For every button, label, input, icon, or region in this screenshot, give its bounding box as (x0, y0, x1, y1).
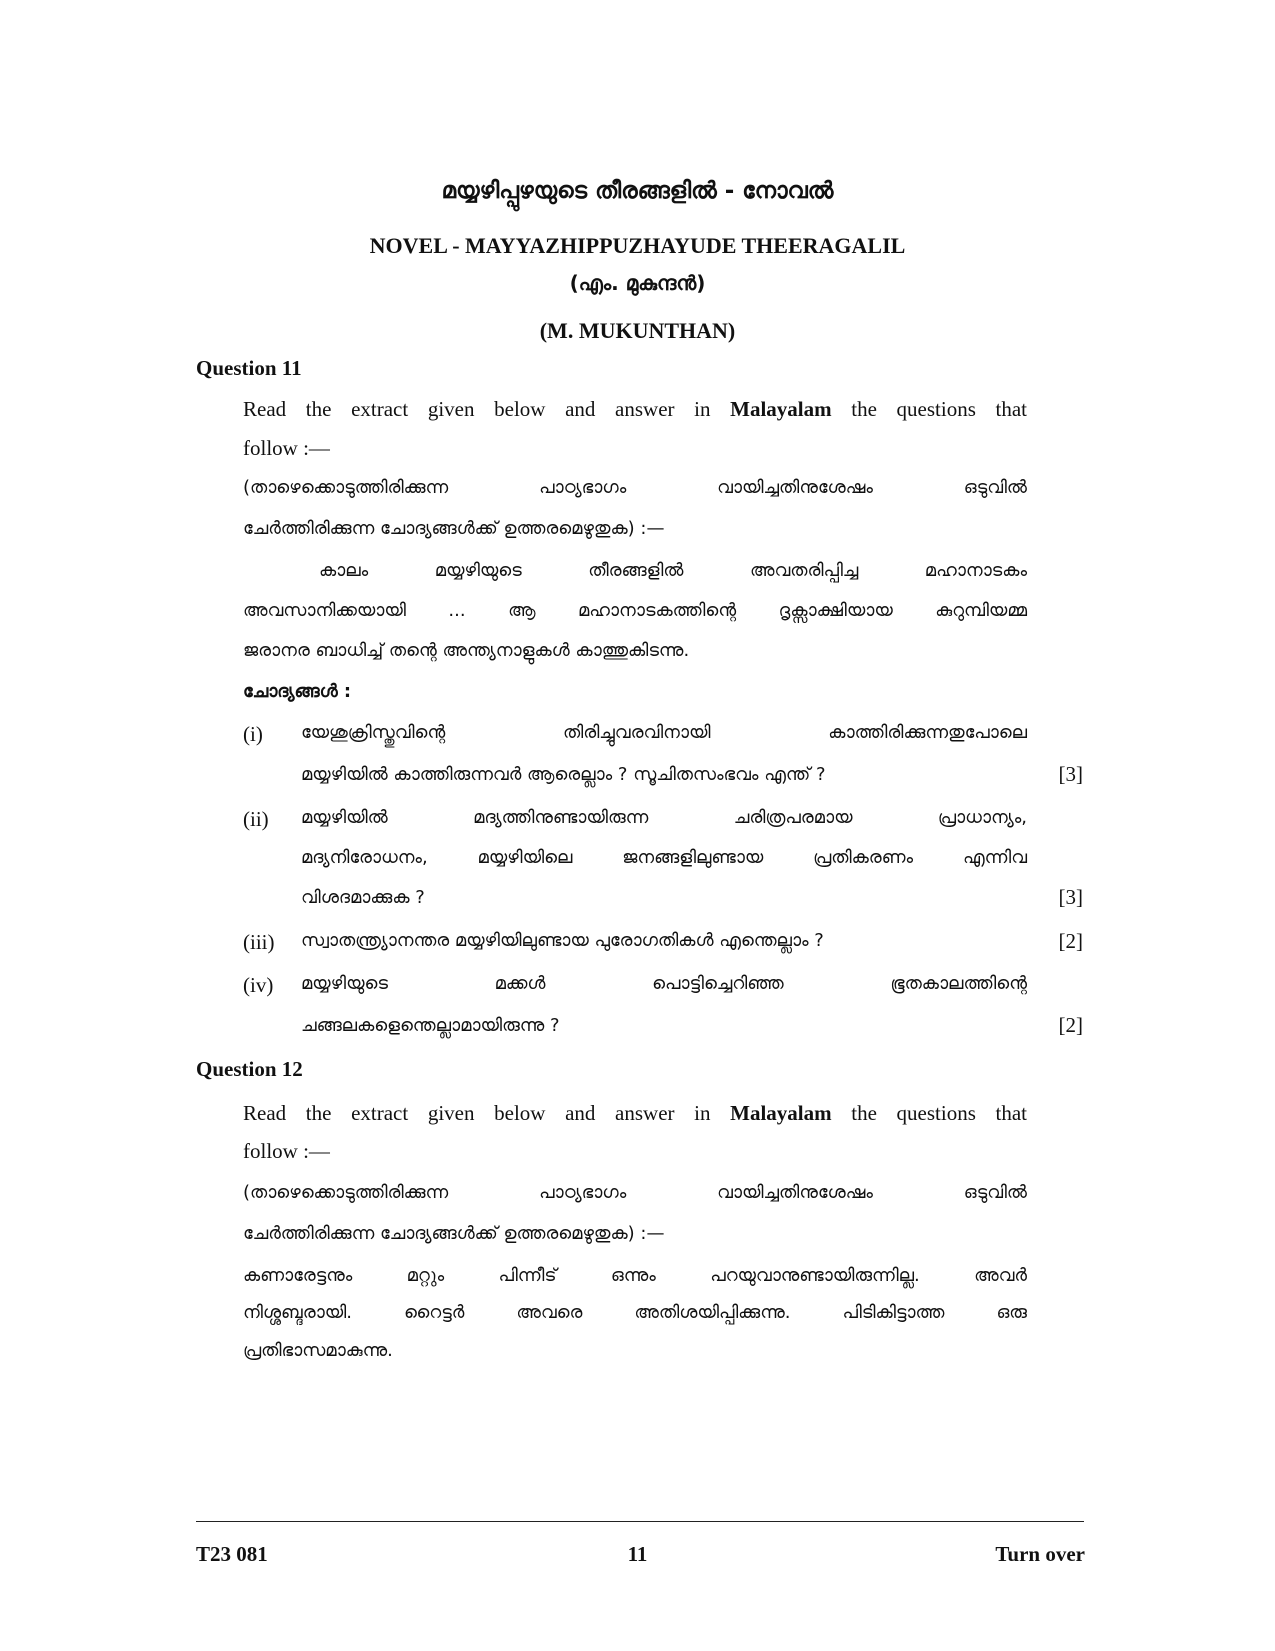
q12-instruction-ml-line1: (താഴെക്കൊടുത്തിരിക്കുന്ന പാഠ്യഭാഗം വായിച്ചതിനുശേഷം ഒടുവിൽ (243, 1182, 1027, 1203)
q11-instruction-en-line2: follow :— (243, 436, 330, 460)
q11-instruction-ml-line1: (താഴെക്കൊടുത്തിരിക്കുന്ന പാഠ്യഭാഗം വായിച്ചതിനുശേഷം ഒടുവിൽ (243, 477, 1027, 498)
subquestion-text-line2: മയ്യഴിയിൽ കാത്തിരുന്നവർ ആരെല്ലാം ? സൂചിതസംഭവം എന്ത് ? (301, 764, 826, 785)
marks-label: [3] (1058, 762, 1083, 786)
subquestion-number: (ii) (243, 807, 269, 831)
q11-subquestion-i (243, 722, 1083, 802)
subquestion-number: (i) (243, 722, 263, 746)
q11-extract-line3: ജരാനര ബാധിച്ച് തന്റെ അന്ത്യനാളുകൾ കാത്തുകിടന്നു. (243, 640, 690, 661)
q11-instruction-ml-line2: ചേർത്തിരിക്കുന്ന ചോദ്യങ്ങൾക്ക് ഉത്തരമെഴുതുക) :— (243, 518, 665, 539)
question-12-heading: Question 12 (196, 1057, 303, 1081)
page-number: 11 (627, 1542, 648, 1566)
question-11-heading: Question 11 (196, 356, 302, 380)
author-malayalam: (എം. മുകുന്ദൻ) (569, 271, 706, 295)
marks-label: [3] (1058, 885, 1083, 909)
author-english: (M. MUKUNTHAN) (539, 318, 736, 343)
footer-divider (196, 1521, 1084, 1522)
paper-code: T23 081 (196, 1542, 268, 1566)
marks-label: [2] (1058, 929, 1083, 953)
subquestion-text-line1: മയ്യഴിയുടെ മക്കൾ പൊട്ടിച്ചെറിഞ്ഞ ഭൂതകാലത്തിന്റെ (301, 973, 1027, 994)
q11-extract-line2: അവസാനിക്കയായി ... ആ മഹാനാടകത്തിന്റെ ദൃക്സാക്ഷിയായ കുറുമ്പിയമ്മ (243, 600, 1027, 621)
subquestion-text-line2: ചങ്ങലകളെന്തെല്ലാമായിരുന്നു ? (301, 1015, 560, 1036)
section-title-english: NOVEL - MAYYAZHIPPUZHAYUDE THEERAGALIL (369, 233, 906, 258)
section-title-malayalam: മയ്യഴിപ്പുഴയുടെ തീരങ്ങളിൽ - നോവൽ (441, 178, 834, 204)
subquestion-text-line1: മയ്യഴിയിൽ മദ്യത്തിനുണ്ടായിരുന്ന ചരിത്രപരമായ പ്രാധാന്യം, (301, 807, 1027, 828)
subquestion-number: (iv) (243, 973, 274, 997)
q11-subquestion-iv (243, 973, 1083, 1053)
q11-instruction-en-line1: Read the extract given below and answer in Malayalam the questions that (243, 397, 1027, 421)
q12-instruction-en-line2: follow :— (243, 1139, 330, 1163)
subquestion-text-line2: മദ്യനിരോധനം, മയ്യഴിയിലെ ജനങ്ങളിലുണ്ടായ പ്രതികരണം എന്നിവ (301, 847, 1027, 868)
q11-questions-label: ചോദ്യങ്ങൾ : (243, 681, 352, 702)
subquestion-number: (iii) (243, 930, 275, 954)
q11-subquestion-iii (243, 930, 1083, 960)
q11-extract-line1: കാലം മയ്യഴിയുടെ തീരങ്ങളിൽ അവതരിപ്പിച്ച മഹാനാടകം (319, 560, 1027, 581)
q12-extract-line1: കണാരേട്ടനും മറ്റും പിന്നീട് ഒന്നും പറയുവാനുണ്ടായിരുന്നില്ല. അവർ (243, 1265, 1027, 1286)
q11-subquestion-ii (243, 807, 1083, 927)
subquestion-text-line1: സ്വാതന്ത്ര്യാനന്തര മയ്യഴിയിലുണ്ടായ പുരോഗതികൾ എന്തെല്ലാം ? (301, 930, 824, 951)
subquestion-text-line3: വിശദമാക്കുക ? (301, 887, 425, 908)
q12-extract-line2: നിശ്ശബ്ദരായി. റൈട്ടർ അവരെ അതിശയിപ്പിക്കുന്നു. പിടികിട്ടാത്ത ഒരു (243, 1302, 1027, 1323)
q12-extract-line3: പ്രതിഭാസമാകുന്നു. (243, 1340, 393, 1361)
q12-instruction-ml-line2: ചേർത്തിരിക്കുന്ന ചോദ്യങ്ങൾക്ക് ഉത്തരമെഴുതുക) :— (243, 1223, 665, 1244)
subquestion-text-line1: യേശുക്രിസ്തുവിന്റെ തിരിച്ചുവരവിനായി കാത്തിരിക്കുന്നതുപോലെ (301, 722, 1027, 743)
turn-over-label: Turn over (995, 1542, 1085, 1566)
q12-instruction-en-line1: Read the extract given below and answer in Malayalam the questions that (243, 1101, 1027, 1125)
marks-label: [2] (1058, 1013, 1083, 1037)
